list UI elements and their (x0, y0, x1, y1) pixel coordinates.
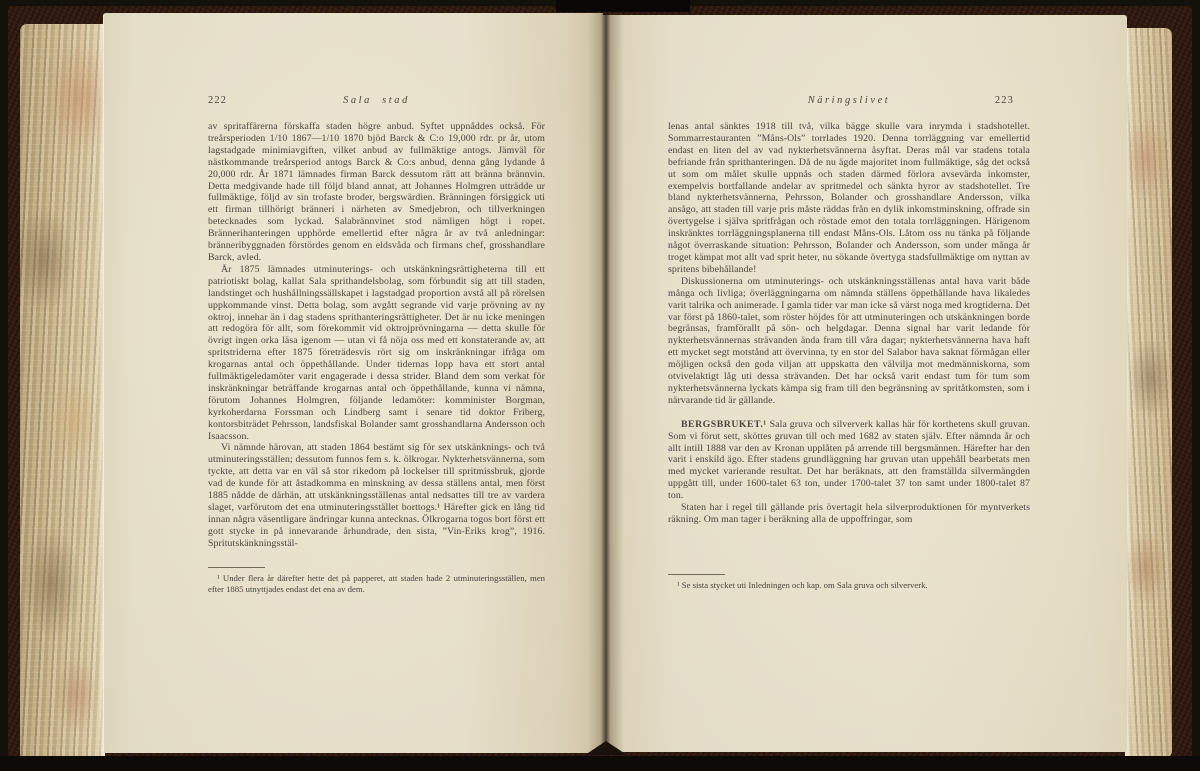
left-page-footnote (208, 567, 545, 596)
right-page-header (668, 95, 1030, 111)
footnote-text: ¹ Under flera år därefter hette det på papperet, att staden hade 2 utminuteringsställen, men efter 1885 utnyttjades endast det ena av dem. (208, 573, 545, 595)
bottom-shadow (0, 756, 1200, 771)
paragraph: Staten har i regel till gällande pris övertagit hela silverproduktionen för myntverkets räkning. Om man tager i beräkning alla de uppoffringar, som (668, 502, 1030, 525)
left-page-header (208, 95, 545, 111)
left-page-number: 222 (208, 95, 228, 106)
paragraph: lenas antal sänktes 1918 till två, vilka bägge skulle vara inrymda i stadshotellet. Sommarrestauranten ”Måns-Ols” torrlades 1920. Denna torrläggning var emellertid endast en liten del av vad nykterhetsvännerna åsyftat. Deras mål var stadens totala befriande från sprithanteringen. Då de nu ägde majoritet inom fullmäktige, såg det också ut som om målet skulle uppnås och staden därmed förlora avsevärda inkomster, exempelvis bortfallande andelar av spritmedel och sänkta hyror av stadshotellet. Tre bland nykterhetsvännerna, Pehrsson, Bolander och grosshandlare Andersson, vilka ansågo, att staden till varje pris måste räddas från en dylik inkomstminskning, offrade sin övertygelse i själva spritfrågan och röstade emot den totala torrläggningen. Härigenom inskränktes torrläggningsplanerna till endast Måns-Ols. Låtom oss nu tänka på följande något överraskande situation: Pehrsson, Bolander och Andersson, som under många år troget kämpat mot allt vad sprit heter, nu sökande övertyga stadsfullmäktige om nyttan av spritens bibehållande! (668, 121, 1030, 275)
right-page-number: 223 (994, 95, 1014, 106)
right-page-footnote (668, 574, 1030, 591)
right-running-head: Näringslivet (807, 95, 891, 106)
paragraph: av spritaffärerna förskaffa staden högre anbud. Syftet uppnåddes också. För treårsperioden 1/10 1867—1/10 1870 bjöd Barck & C:o 19,000 rdr. pr år, utom lagstadgade minimiavgiften, vilket anbud av fullmäktige antogs. Jämväl för nästkommande treårsperiod antogs Barck & Co:s anbud, denna gång lydande å 20,000 rdr. År 1871 lämnades firman Barck dessutom rätt att bränna brännvin. Detta medgivande hade till följd bland annat, att Johannes Holmgren utträdde ur fullmäktige, följd av sin trofaste broder, bergswärdien. Bränningen försiggick uti ett firman tillhörigt bränneri i närheten av Smedjebron, och tillverkningen betecknades som lyckad. Salabrännvinet stod nämligen högt i ropet. Brännerihanteringen upphörde emellertid efter några år av två anledningar: bränneribyggnaden förstördes genom en eldsvåda och firmans chef, grosshandlare Barck, avled. (208, 121, 545, 263)
scanner-clamp-shadow (556, 0, 690, 12)
left-page (103, 13, 603, 753)
footnote-text: ¹ Se sista stycket uti Inledningen och kap. om Sala gruva och silververk. (677, 580, 928, 590)
footnote-rule (668, 574, 725, 575)
footnote-rule (208, 567, 265, 568)
right-page (603, 15, 1127, 752)
left-page-body-text (208, 121, 545, 569)
marbled-fore-edge-right (1125, 28, 1172, 758)
section-heading: BERGSBRUKET.¹ (681, 418, 767, 430)
marbled-fore-edge-left (20, 24, 105, 761)
left-running-head: Sala stad (343, 95, 410, 106)
paragraph: Vi nämnde härovan, att staden 1864 bestämt sig för sex utskänknings- och två utminuteringsställen; dessutom funnos fem s. k. ölkrogar. Nykterhetsvännerna, som tyckte, att detta var en väl så stor rikedom på lockelser till spritmissbruk, gjorde vad de kunde för att åstadkomma en minskning av dessa ställens antal, men först 1885 nådde de därhän, att utskänkningsställenas antal nedsattes till tre av vardera slaget, varförutom det ena utminuteringsstället borttogs.¹ Härefter gick en lång tid innan några väsentligare ändringar kunna antecknas. Ölkrogarna togos bort först ett gott stycke in på innevarande århundrade, den sista, ”Vin-Eriks krog”, 1916. Spritutskänkningsstäl- (208, 442, 545, 549)
paragraph: BERGSBRUKET.¹ Sala gruva och silververk kallas här för korthetens skull gruvan. Som vi förut sett, sköttes gruvan till och med 1682 av staten själv. Efter nämnda år och allt intill 1888 var den av Kronan upplåten på arrende till bergsmännen. Härefter har den varit i enskild ägo. Efter stadens grundläggning har gruvan utan uppehåll bearbetats men med mycket varierande resultat. Det har beräknats, att den framställda silvermängden uppgått till, under 1600-talet 63 ton, under 1700-talet 37 ton samt under 1800-talet 87 ton. (668, 418, 1030, 502)
right-page-body-text (668, 121, 1030, 573)
paragraph: År 1875 lämnades utminuterings- och utskänkningsrättigheterna till ett patriotiskt bolag, kallat Sala sprithandelsbolag, som förbundit sig att till staden, landstinget och hushållningssällskapet i lagstadgad proportion avstå all på rörelsen uppkommande vinst. Detta bolag, som avgått segrande vid varje prövning av ny oktroj, innehar än i dag stadens sprithanteringsrättigheter. Det är nu icke meningen att redogöra för allt, som förekommit vid oktrojprövningarna — detta skulle för övrigt ingen orka läsa igenom — utan vi få nöja oss med ett konstaterande av, att spritstriderna efter 1875 företrädesvis rört sig om inskränkningar ifråga om krogarnas antal och öppethållande. Under tidernas lopp hava ett stort antal fullmäktigeledamöter varit engagerade i dessa strider. Bland dem som verkat för inskränkningar beträffande krogarnas antal och öppethållande, kunna vi nämna, förutom Johannes Holmgren, följande ledamöter: komminister Borgman, kyrkoherdarna Forssman och Lindberg samt i senare tid doktor Friberg, kontorsbiträdet Pehrsson, landsfiskal Bolander samt grosshandlarna Andersson och Isaacsson. (208, 263, 545, 442)
paragraph: Diskussionerna om utminuterings- och utskänkningsställenas antal hava varit både många och livliga; överläggningarna om nämnda ställens öppethållande hava likaledes varit talrika och animerade. I gamla tider var man icke så värst noga med krogtiderna. Det var först på 1860-talet, som röster höjdes för att utminuteringen och utskänkningen borde begränsas, framförallt på sön- och helgdagar. Denna signal har varit ledande för nykterhetsvännernas strävanden ända fram till våra dagar; nykterhetsvännerna hava haft ett mycket segt motstånd att övervinna, ty en stor del Salabor hava saknat förmågan eller möjligen också den goda viljan att uppskatta den välvilja mot medmänniskorna, som otvivelaktigt låg uti dessa strävanden. Det har också varit endast tum för tum som nykterhetsvännerna lyckats kämpa sig fram till den begränsning av spritåtkomsten, som i närvarande tid är gällande. (668, 275, 1030, 406)
